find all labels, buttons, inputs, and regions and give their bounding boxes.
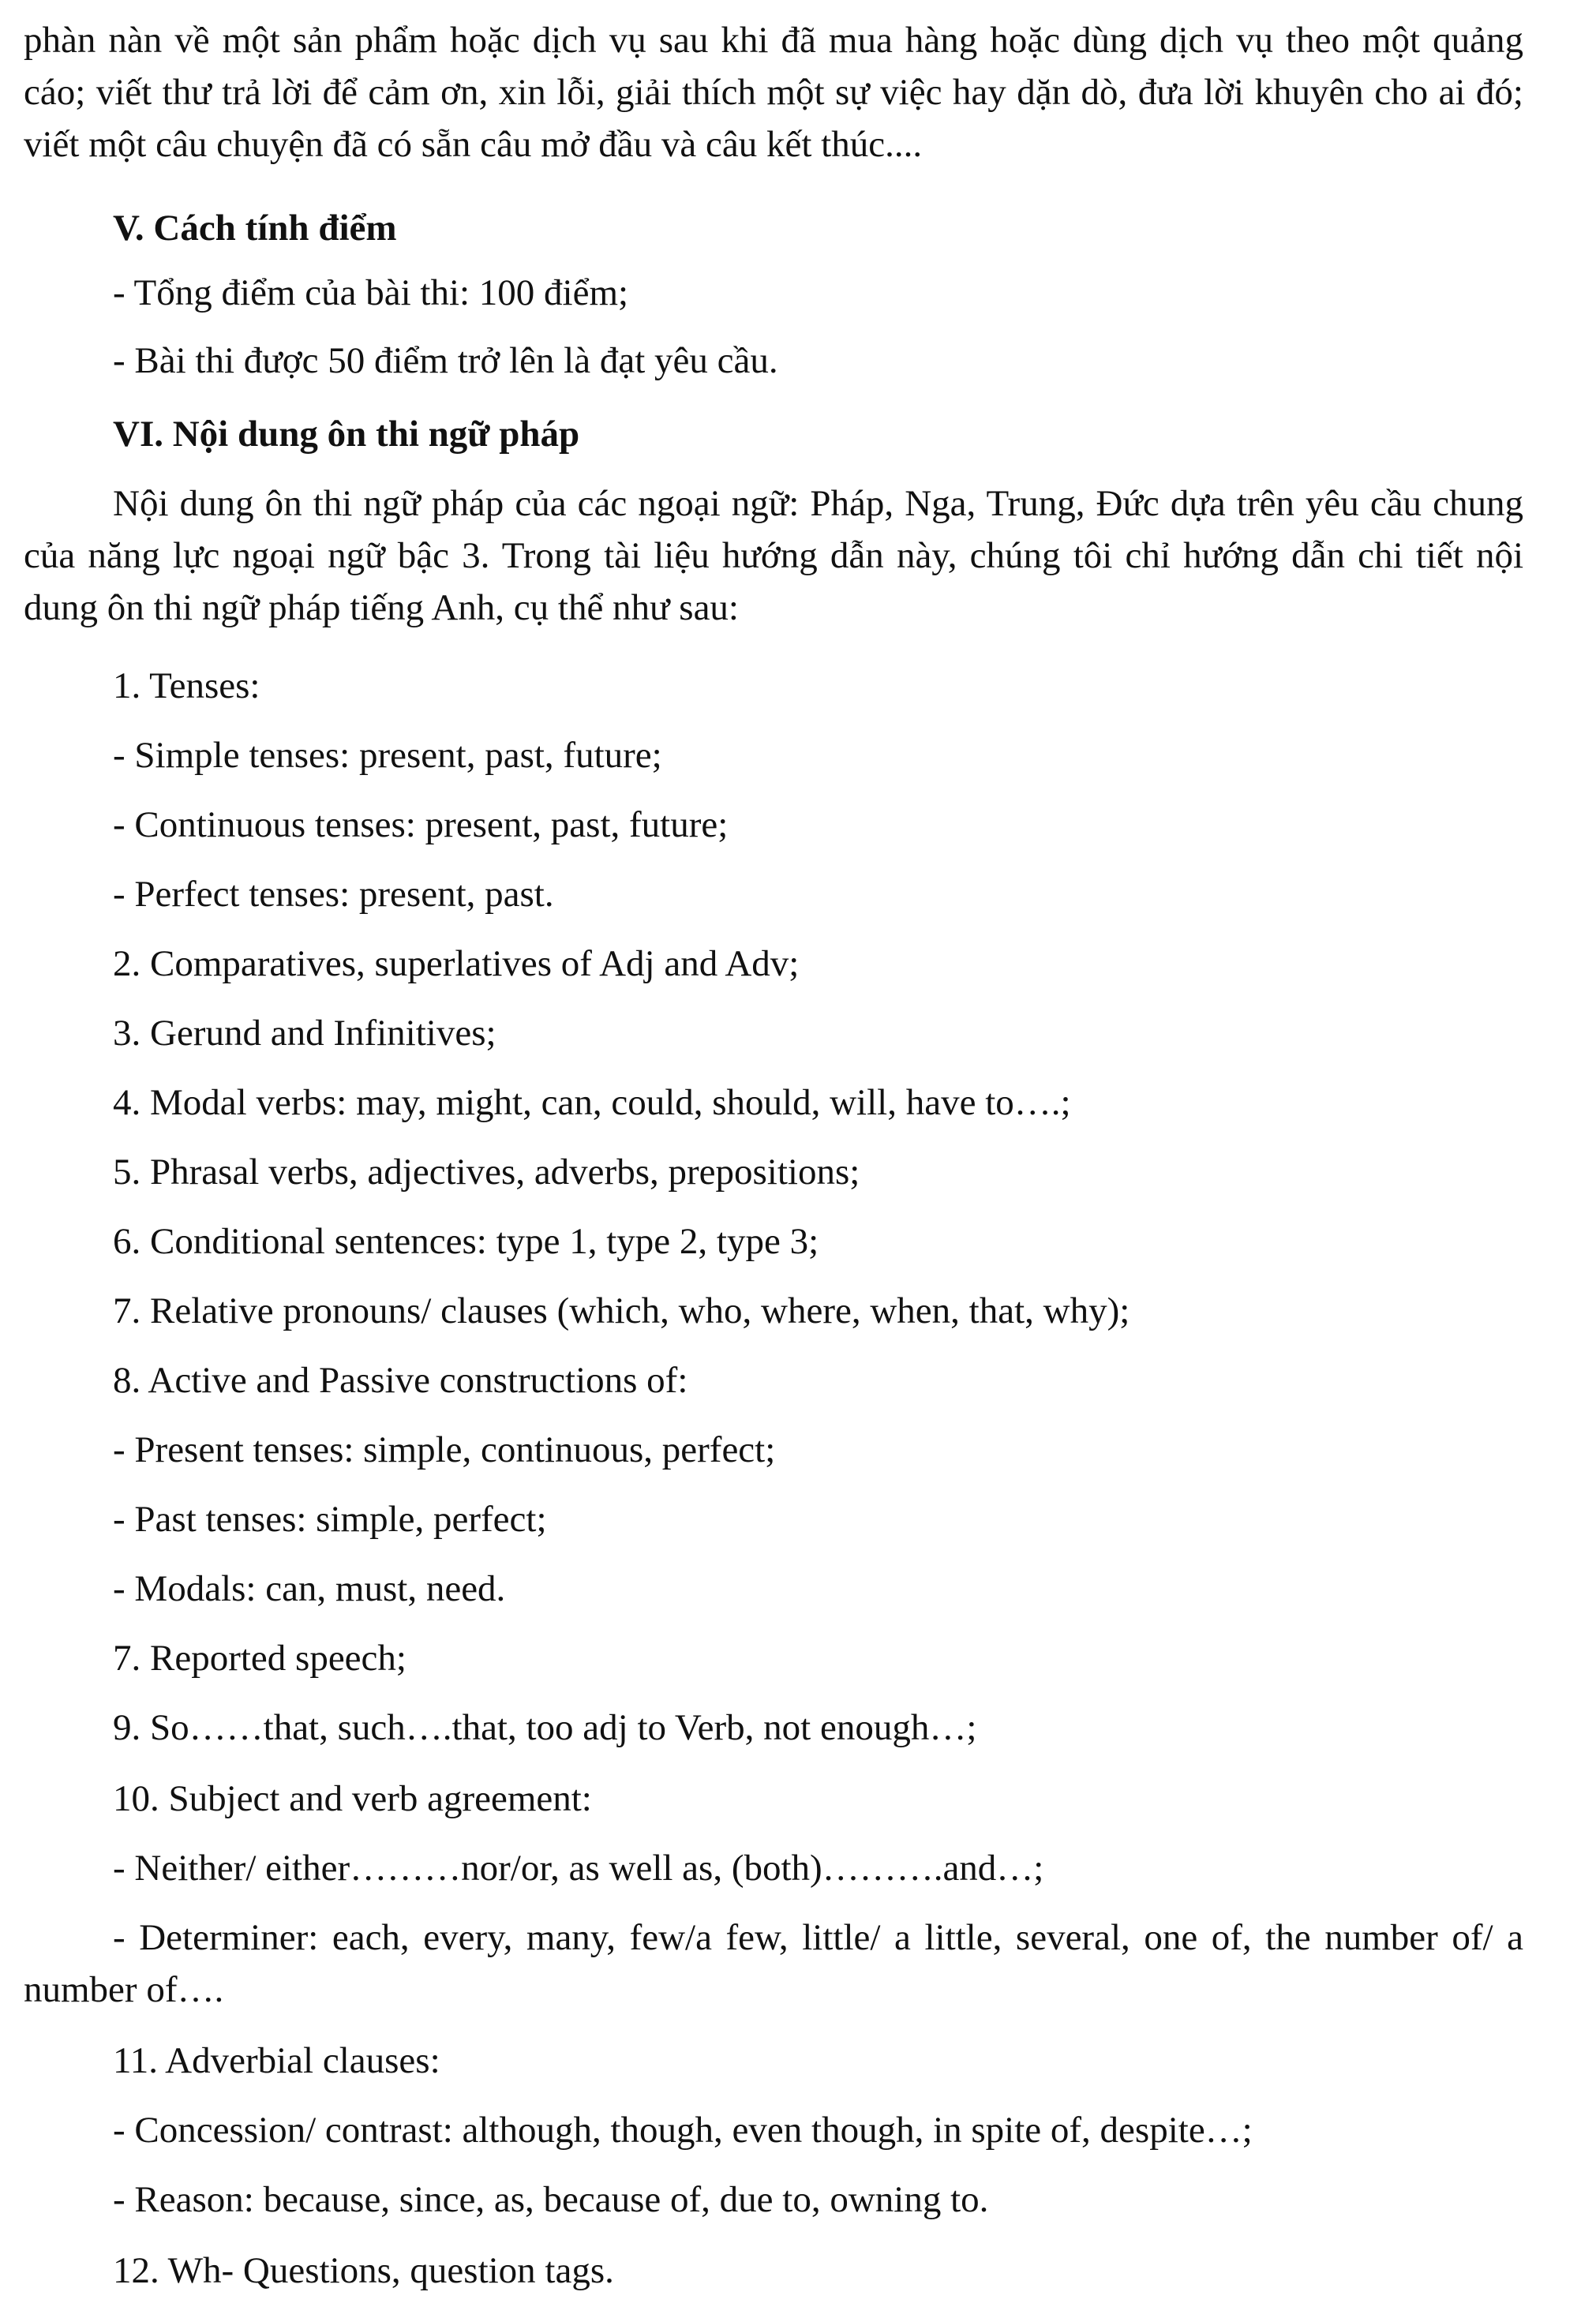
determiner-paragraph: - Determiner: each, every, many, few/a few, little/ a little, several, one of, the number of/ a number of…. — [24, 1917, 1523, 2010]
grammar-line-6: 3. Gerund and Infinitives; — [113, 1013, 496, 1054]
section-v-item-2: - Bài thi được 50 điểm trở lên là đạt yêu cầu. — [113, 340, 778, 381]
grammar-line-19: 11. Adverbial clauses: — [113, 2040, 440, 2081]
grammar-line-3: - Continuous tenses: present, past, future; — [113, 804, 729, 845]
section-v-item-1: - Tổng điểm của bài thi: 100 điểm; — [113, 272, 629, 313]
grammar-line-18: - Neither/ either………nor/or, as well as, (both)……….and…; — [113, 1848, 1044, 1889]
intro-paragraph: phàn nàn về một sản phẩm hoặc dịch vụ sau khi đã mua hàng hoặc dùng dịch vụ theo một quảng cáo; viết thư trả lời để cảm ơn, xin lỗi, giải thích một sự việc hay dặn dò, đưa lời khuyên cho ai đó; viết một câu chuyện đã có sẵn câu mở đầu và câu kết thúc.... — [24, 20, 1523, 165]
grammar-line-8: 5. Phrasal verbs, adjectives, adverbs, prepositions; — [113, 1152, 860, 1193]
grammar-line-11: 8. Active and Passive constructions of: — [113, 1360, 688, 1401]
grammar-line-4: - Perfect tenses: present, past. — [113, 874, 554, 915]
grammar-line-14: - Modals: can, must, need. — [113, 1568, 506, 1609]
grammar-line-5: 2. Comparatives, superlatives of Adj and Adv; — [113, 943, 800, 984]
section-v-heading: V. Cách tính điểm — [113, 208, 397, 249]
grammar-line-22: 12. Wh- Questions, question tags. — [113, 2250, 614, 2291]
grammar-line-13: - Past tenses: simple, perfect; — [113, 1499, 547, 1540]
grammar-line-16: 9. So……that, such….that, too adj to Verb, not enough…; — [113, 1707, 977, 1748]
grammar-line-15: 7. Reported speech; — [113, 1638, 406, 1679]
grammar-line-12: - Present tenses: simple, continuous, perfect; — [113, 1429, 776, 1470]
grammar-line-21: - Reason: because, since, as, because of, due to, owning to. — [113, 2179, 989, 2220]
grammar-line-9: 6. Conditional sentences: type 1, type 2, type 3; — [113, 1221, 819, 1262]
grammar-line-20: - Concession/ contrast: although, though, even though, in spite of, despite…; — [113, 2110, 1253, 2151]
grammar-line-2: - Simple tenses: present, past, future; — [113, 735, 662, 776]
grammar-line-7: 4. Modal verbs: may, might, can, could, should, will, have to….; — [113, 1082, 1071, 1123]
section-vi-heading: VI. Nội dung ôn thi ngữ pháp — [113, 414, 580, 455]
grammar-line-1: 1. Tenses: — [113, 665, 260, 706]
section-vi-intro: Nội dung ôn thi ngữ pháp của các ngoại ngữ: Pháp, Nga, Trung, Đức dựa trên yêu cầu chung của năng lực ngoại ngữ bậc 3. Trong tài liệu hướng dẫn này, chúng tôi chỉ hướng dẫn chi tiết nội dung ôn thi ngữ pháp tiếng Anh, cụ thể như sau: — [24, 483, 1523, 628]
grammar-line-10: 7. Relative pronouns/ clauses (which, who, where, when, that, why); — [113, 1290, 1130, 1331]
grammar-line-17: 10. Subject and verb agreement: — [113, 1778, 592, 1819]
